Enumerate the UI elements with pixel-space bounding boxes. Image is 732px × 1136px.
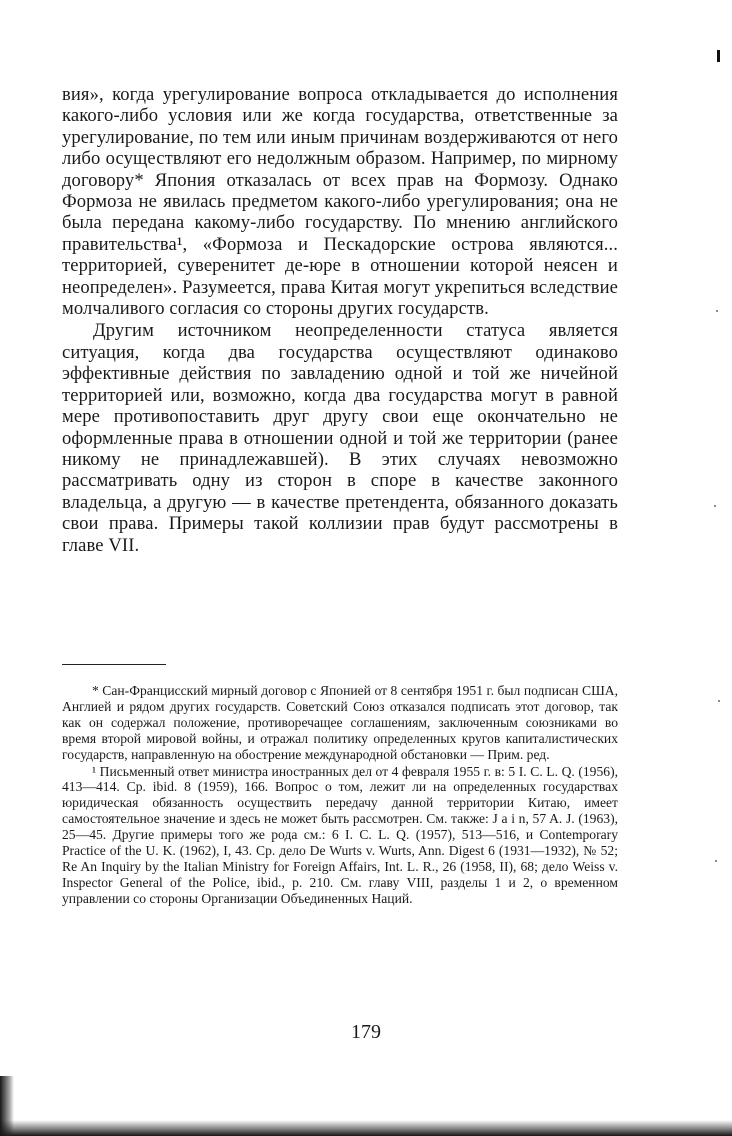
scan-speck <box>716 310 718 312</box>
body-paragraph-continued: вия», когда урегулирование вопроса откладывается до исполнения какого-либо условия или же когда государства, ответственные за урегулирование, по тем или иным причинам воздерживаются от него либо осуществляют его недолжным образом. Например, по мирному договору* Япония отказалась от всех прав на Формозу. Однако Формоза не явилась предметом какого-либо урегулирования; она не была передана какому-либо государству. По мнению английского правительства¹, «Формоза и Пескадорские острова являются... территорией, суверенитет де-юре в отношении которой неясен и неопределен». Разумеется, права Китая могут укрепиться вследствие молчаливого согласия со стороны других государств. <box>62 84 618 320</box>
scan-artifact-mark <box>717 50 720 62</box>
footnotes <box>62 683 618 907</box>
page-number: 179 <box>351 1021 381 1043</box>
scan-shadow-bottom <box>0 1120 732 1136</box>
body-paragraph: Другим источником неопределенности статуса является ситуация, когда два государства осуществляют одинаково эффективные действия по завладению одной и той же ничейной территорией или, возможно, когда два государства могут в равной мере противопоставить друг другу свои еще окончательно не оформленные права в отношении одной и той же территории (ранее никому не принадлежавшей). В этих случаях невозможно рассматривать одну из сторон в споре в качестве законного владельца, а другую — в качестве претендента, обязанного доказать свои права. Примеры такой коллизии прав будут рассмотрены в главе VII. <box>62 320 618 556</box>
scan-speck <box>714 505 716 507</box>
footnote-separator <box>62 664 166 665</box>
scan-speck <box>718 700 720 702</box>
footnote-asterisk: * Сан-Францисский мирный договор с Японией от 8 сентября 1951 г. был подписан США, Англией и рядом других государств. Советский Союз отказался подписать этот договор, так как он содержал положение, противоречащее соглашениям, заключенным союзниками во время второй мировой войны, и отражал политику определенных кругов капиталистических государств, направленную на обострение международной обстановки — Прим. ред. <box>62 683 618 762</box>
scan-shadow-corner <box>0 1076 14 1136</box>
main-text <box>62 84 618 556</box>
footnote-1: ¹ Письменный ответ министра иностранных дел от 4 февраля 1955 г. в: 5 I. C. L. Q. (1956), 413—414. Ср. ibid. 8 (1959), 166. Вопрос о том, лежит ли на определенных государствах юридическая обязанность осуществить передачу данной территории Китаю, имеет самостоятельное значение и здесь не может быть рассмотрен. См. также: J a i n, 57 A. J. (1963), 25—45. Другие примеры того же рода см.: 6 I. C. L. Q. (1957), 513—516, и Contemporary Practice of the U. K. (1962), I, 43. Ср. дело De Wurts v. Wurts, Ann. Digest 6 (1931—1932), № 52; Re An Inquiry by the Italian Ministry for Foreign Affairs, Int. L. R., 26 (1958, II), 68; дело Weiss v. Inspector General of the Police, ibid., p. 210. См. главу VIII, разделы 1 и 2, о временном управлении со стороны Организации Объединенных Наций. <box>62 763 618 906</box>
scan-speck <box>715 860 717 862</box>
